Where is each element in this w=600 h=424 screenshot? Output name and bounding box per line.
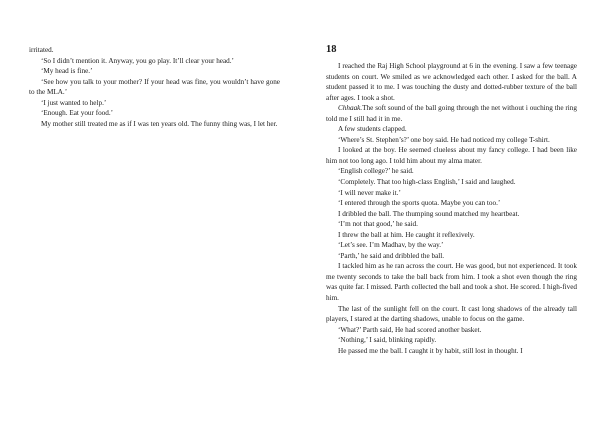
paragraph: ‘Enough. Eat your food.’: [41, 109, 114, 118]
paragraph: [326, 103, 577, 124]
paragraph: ‘Where’s St. Stephen’s?’ one boy said. He had noticed my college T-shirt.: [338, 135, 550, 144]
paragraph: ‘I just wanted to help.’: [41, 98, 107, 107]
chapter-number: 18: [326, 44, 337, 55]
paragraph: My mother still treated me as if I was ten years old. The funny thing was, I let her.: [41, 119, 278, 128]
paragraph: I threw the ball at him. He caught it reflexively.: [338, 230, 475, 239]
paragraph: ‘English college?’ he said.: [338, 167, 414, 176]
paragraph: A few students clapped.: [338, 125, 407, 134]
paragraph: ‘Parth,’ he said and dribbled the ball.: [338, 251, 445, 260]
paragraph-text: The soft sound of the ball going through the net without i ouching the ring told me I still had it in me.: [326, 104, 577, 123]
paragraph: irritated.: [29, 46, 54, 54]
paragraph: ‘What?’ Parth said, He had scored another basket.: [338, 325, 482, 334]
paragraph: He passed me the ball. I caught it by habit, still lost in thought. I: [338, 346, 523, 355]
paragraph: ‘Let’s see. I’m Madhav, by the way.’: [338, 241, 444, 250]
paragraph: ‘So I didn’t mention it. Anyway, you go play. It’ll clear your head.’: [41, 56, 234, 65]
paragraph: I looked at the boy. He seemed clueless about my fancy college. I had been like him not too long ago. I told him about my alma mater.: [326, 146, 577, 165]
paragraph: ‘See how you talk to your mother? If your head was fine, you wouldn’t have gone to the MLA.’: [29, 77, 280, 97]
paragraph: I tackled him as he ran across the court. He was good, but not experienced. It took me twenty seconds to take the ball back from him. I took a shot even though the ring was quite far. I missed. Parth collected the ball and took a shot. He scored. I high-fived him.: [326, 262, 577, 303]
paragraph: The last of the sunlight fell on the court. It cast long shadows of the already tall players, I stared at the darting shadows, unable to focus on the game.: [326, 304, 577, 324]
paragraph: I dribbled the ball. The thumping sound matched my heartbeat.: [338, 209, 520, 218]
paragraph: ‘I’m not that good,’ he said.: [338, 220, 418, 229]
onomatopoeia: Chhaak.: [338, 104, 363, 113]
paragraph: ‘My head is fine.’: [41, 67, 93, 76]
right-page: [300, 0, 600, 424]
paragraph: ‘I entered through the sports quota. Maybe you can too.’: [338, 199, 501, 208]
paragraph: ‘Completely. That too high-class English,’ I said and laughed.: [338, 178, 516, 187]
paragraph: ‘I will never make it.’: [338, 188, 401, 197]
paragraph: I reached the Raj High School playground at 6 in the evening. I saw a few teenage students on court. We smiled as we acknowledged each other. I asked for the ball. A student passed it to me. I was touching the dusty and dotted-rubber texture of the ball after ages. I took a shot.: [326, 62, 577, 102]
paragraph: ‘Nothing,’ I said, blinking rapidly.: [338, 336, 437, 345]
